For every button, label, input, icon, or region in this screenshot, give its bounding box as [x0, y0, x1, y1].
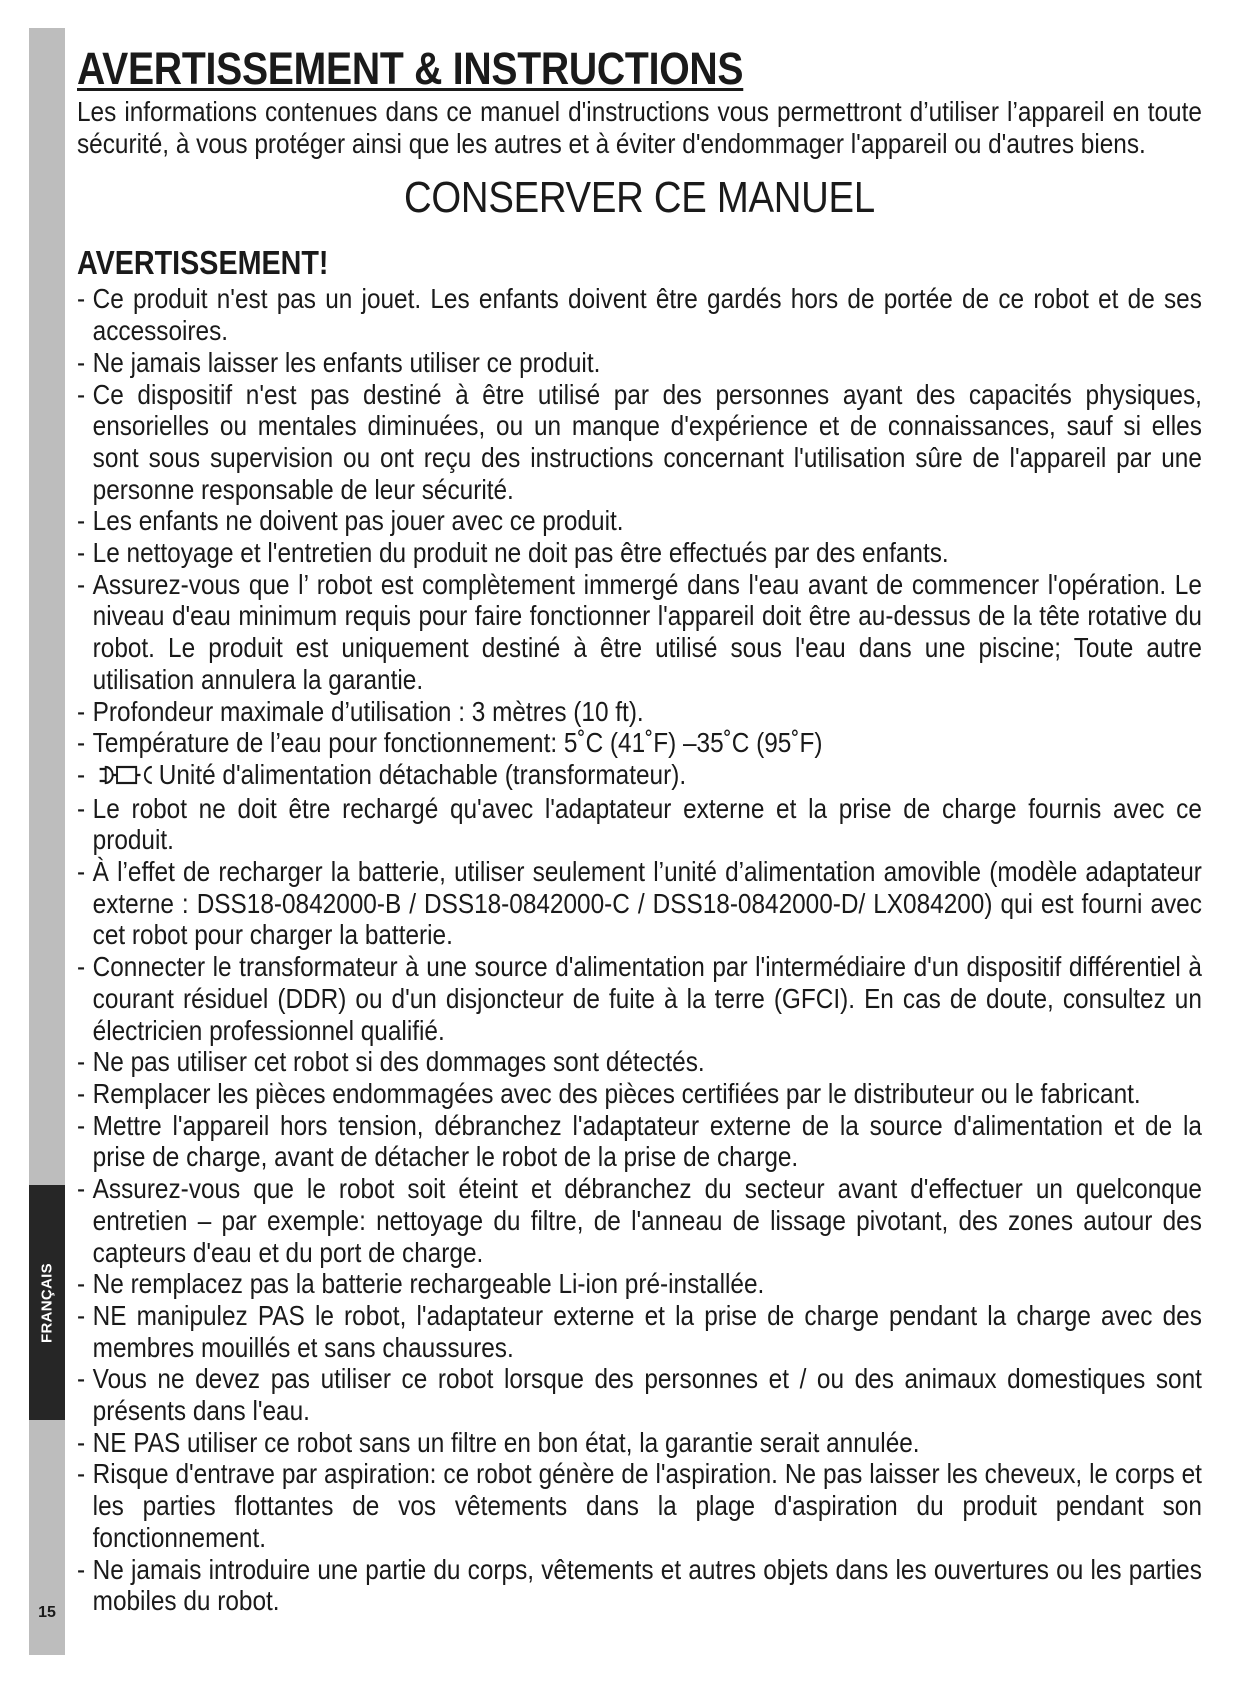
warning-item: - Ce produit n'est pas un jouet. Les enfants doivent être gardés hors de portée de ce robot et de ses accessoires. [77, 283, 1202, 346]
warning-item: - NE PAS utiliser ce robot sans un filtre en bon état, la garantie serait annulée. [77, 1427, 1202, 1459]
warning-item: - Ce dispositif n'est pas destiné à être utilisé par des personnes ayant des capacités physiques, ensorielles ou mentales diminuées, ou un manque d'expérience et de connaissances, sauf si elles sont sous supervision ou ont reçu des instructions concernant l'utilisation sûre de l'appareil par une personne responsable de leur sécurité. [77, 379, 1202, 506]
warning-list [77, 283, 1202, 1617]
warning-item: - Connecter le transformateur à une source d'alimentation par l'intermédiaire d'un dispositif différentiel à courant résiduel (DDR) ou d'un disjoncteur de fuite à la terre (GFCI). En cas de doute, consultez un électricien professionnel qualifié. [77, 951, 1202, 1046]
keep-manual-heading: CONSERVER CE MANUEL [404, 173, 875, 223]
warning-item: - Ne pas utiliser cet robot si des dommages sont détectés. [77, 1046, 1202, 1078]
warning-item: - Vous ne devez pas utiliser ce robot lorsque des personnes et / ou des animaux domestiques sont présents dans l'eau. [77, 1363, 1202, 1426]
warning-item: - Risque d'entrave par aspiration: ce robot génère de l'aspiration. Ne pas laisser les cheveux, le corps et les parties flottantes de vos vêtements dans la plage d'aspiration du produit pendant son fonctionnement. [77, 1458, 1202, 1553]
warning-item: - Ne jamais laisser les enfants utiliser ce produit. [77, 347, 1202, 379]
intro-paragraph: Les informations contenues dans ce manuel d'instructions vous permettront d’utiliser l’appareil en toute sécurité, à vous protéger ainsi que les autres et à éviter d'endommager l'appareil ou d'autres biens. [77, 96, 1202, 159]
warning-item: - Les enfants ne doivent pas jouer avec ce produit. [77, 505, 1202, 537]
language-tab-label: FRANÇAIS [38, 1263, 56, 1343]
warning-item: - Assurez-vous que le robot soit éteint et débranchez du secteur avant d'effectuer un quelconque entretien – par exemple: nettoyage du filtre, de l'anneau de lissage pivotant, des zones autour des capteurs d'eau et du port de charge. [77, 1173, 1202, 1268]
warning-item: - Température de l’eau pour fonctionnement: 5˚C (41˚F) –35˚C (95˚F) [77, 727, 1202, 759]
detachable-power-supply-icon [98, 761, 155, 793]
warning-item: - Ne jamais introduire une partie du corps, vêtements et autres objets dans les ouvertures ou les parties mobiles du robot. [77, 1554, 1202, 1617]
warning-item: - Ne remplacez pas la batterie rechargeable Li-ion pré-installée. [77, 1268, 1202, 1300]
power-unit-text: Unité d'alimentation détachable (transformateur). [158, 758, 687, 790]
page-number: 15 [38, 1604, 56, 1621]
page-title: AVERTISSEMENT & INSTRUCTIONS [77, 43, 744, 94]
warning-item: - Mettre l'appareil hors tension, débranchez l'adaptateur externe de la source d'alimentation et de la prise de charge, avant de détacher le robot de la prise de charge. [77, 1110, 1202, 1173]
warning-item: - NE manipulez PAS le robot, l'adaptateur externe et la prise de charge pendant la charge avec des membres mouillés et sans chaussures. [77, 1300, 1202, 1363]
warning-item: - Remplacer les pièces endommagées avec des pièces certifiées par le distributeur ou le fabricant. [77, 1078, 1202, 1110]
page-content [77, 42, 1202, 1617]
warning-item: - Profondeur maximale d’utilisation : 3 mètres (10 ft). [77, 696, 1202, 728]
warning-item: - Le nettoyage et l'entretien du produit ne doit pas être effectués par des enfants. [77, 537, 1202, 569]
warning-item: - À l’effet de recharger la batterie, utiliser seulement l’unité d’alimentation amovible (modèle adaptateur externe : DSS18-0842000-B / DSS18-0842000-C / DSS18-0842000-D/ LX084200) qui est fourni avec cet robot pour charger la batterie. [77, 856, 1202, 951]
warning-item: - Assurez-vous que l’ robot est complètement immergé dans l'eau avant de commencer l'opération. Le niveau d'eau minimum requis pour faire fonctionner l'appareil doit être au-dessus de la tête rotative du robot. Le produit est uniquement destiné à être utilisé sous l'eau dans une piscine; Toute autre utilisation annulera la garantie. [77, 569, 1202, 696]
warning-item-power-unit [77, 759, 1202, 793]
warning-item: - Le robot ne doit être rechargé qu'avec l'adaptateur externe et la prise de charge fournis avec ce produit. [77, 793, 1202, 856]
warning-heading: AVERTISSEMENT! [77, 244, 329, 282]
